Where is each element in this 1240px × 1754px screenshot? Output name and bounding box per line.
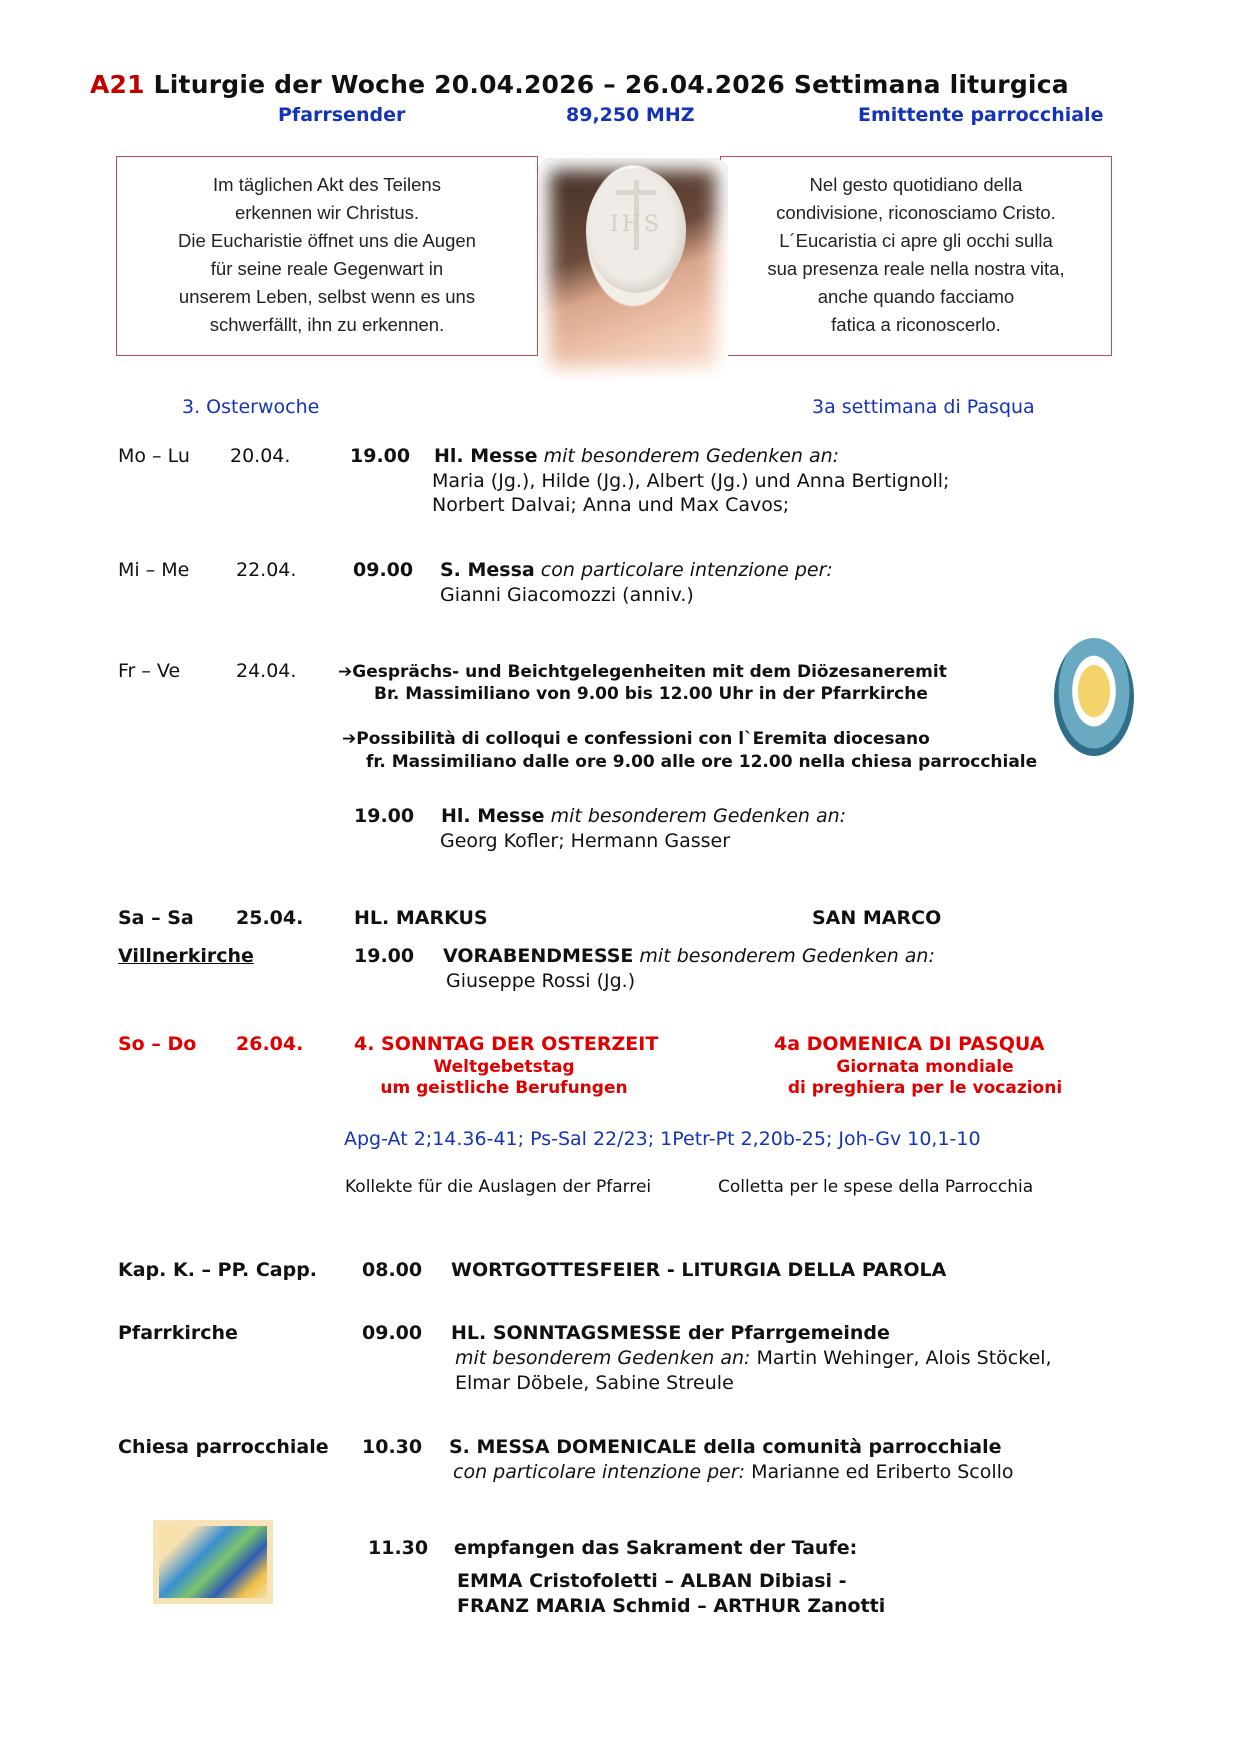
event-line — [443, 945, 935, 967]
quote-box-it — [720, 156, 1112, 356]
day-label: Mi – Me — [118, 559, 190, 581]
date-label: 25.04. — [236, 907, 304, 929]
date-label: 20.04. — [230, 445, 291, 467]
names: Norbert Dalvai; Anna und Max Cavos; — [432, 494, 790, 516]
event-intention-line — [453, 1461, 1014, 1483]
feast-it: SAN MARCO — [812, 907, 942, 929]
event-title: S. Messa — [440, 559, 535, 581]
week-label-it: 3a settimana di Pasqua — [812, 396, 1035, 418]
time-label: 09.00 — [362, 1322, 423, 1344]
quote-line: erkennen wir Christus. — [234, 202, 420, 223]
names: Maria (Jg.), Hilde (Jg.), Albert (Jg.) und Anna Bertignoll; — [432, 470, 950, 492]
time-label: 09.00 — [353, 559, 414, 581]
event-intention-line — [455, 1347, 1052, 1369]
date-label: 26.04. — [236, 1033, 304, 1055]
baptism-names: FRANZ MARIA Schmid – ARTHUR Zanotti — [457, 1595, 886, 1617]
radio-frequency: 89,250 MHZ — [566, 104, 695, 126]
arrow-right-icon: ➔ — [338, 662, 353, 682]
quote-line: Die Eucharistie öffnet uns die Augen — [178, 230, 476, 251]
place-label: Kap. K. – PP. Capp. — [118, 1259, 318, 1281]
event-intention: mit besonderem Gedenken an: — [550, 805, 847, 827]
event-intention: mit besonderem Gedenken an: — [639, 945, 935, 967]
place-label: Chiesa parrocchiale — [118, 1436, 329, 1458]
event-title: VORABENDMESSE — [443, 945, 634, 967]
notice-text: Gesprächs- und Beichtgelegenheiten mit dem Diözesaneremit — [352, 662, 947, 682]
event-line — [440, 559, 833, 581]
quote-line: unserem Leben, selbst wenn es uns — [178, 286, 476, 307]
time-label: 19.00 — [350, 445, 411, 467]
sunday-title-de: 4. SONNTAG DER OSTERZEIT — [354, 1033, 659, 1055]
eucharist-host-image — [538, 158, 728, 380]
event-intention: mit besonderem Gedenken an: — [543, 445, 840, 467]
time-label: 08.00 — [362, 1259, 423, 1281]
day-label: So – Do — [118, 1033, 197, 1055]
time-label: 11.30 — [368, 1537, 429, 1559]
quote-line: condivisione, riconosciamo Cristo. — [776, 202, 1056, 223]
names: Elmar Döbele, Sabine Streule — [455, 1372, 734, 1394]
jubilee-mercy-logo-icon — [1052, 636, 1136, 758]
collection-de: Kollekte für die Auslagen der Pfarrei — [345, 1177, 652, 1197]
event-title: S. MESSA DOMENICALE della comunità parrocchiale — [449, 1436, 1002, 1458]
event-intention: mit besonderem Gedenken an: — [455, 1347, 751, 1369]
names: Gianni Giacomozzi (anniv.) — [440, 584, 694, 606]
notice-de-line1 — [338, 662, 947, 682]
sunday-sub-it-2: di preghiera per le vocazioni — [787, 1078, 1063, 1098]
quote-line: fatica a riconoscerlo. — [831, 314, 1001, 335]
time-label: 19.00 — [354, 945, 415, 967]
week-label-de: 3. Osterwoche — [182, 396, 320, 418]
sunday-sub-de-1: Weltgebetstag — [433, 1057, 575, 1077]
names: Georg Kofler; Hermann Gasser — [440, 830, 731, 852]
quote-line: Nel gesto quotidiano della — [809, 174, 1023, 195]
day-label: Mo – Lu — [118, 445, 190, 467]
time-label: 19.00 — [354, 805, 415, 827]
quote-line: anche quando facciamo — [817, 286, 1015, 307]
page-title — [90, 70, 1069, 99]
readings: Apg-At 2;14.36-41; Ps-Sal 22/23; 1Petr-Pt 2,20b-25; Joh-Gv 10,1-10 — [344, 1128, 981, 1150]
event-line — [434, 445, 839, 467]
place-label: Pfarrkirche — [118, 1322, 238, 1344]
quote-line: Im täglichen Akt des Teilens — [213, 174, 441, 195]
host-icon: IHS — [586, 168, 686, 293]
day-label: Sa – Sa — [118, 907, 194, 929]
title-text: Liturgie der Woche 20.04.2026 – 26.04.2026 Settimana liturgica — [153, 70, 1069, 99]
quote-box-de — [116, 156, 538, 356]
collection-it: Colletta per le spese della Parrocchia — [718, 1177, 1034, 1197]
feast-de: HL. MARKUS — [354, 907, 488, 929]
names: Martin Wehinger, Alois Stöckel, — [756, 1347, 1052, 1369]
names: Marianne ed Eriberto Scollo — [751, 1461, 1014, 1483]
event-title: Hl. Messe — [434, 445, 538, 467]
event-line — [441, 805, 846, 827]
time-label: 10.30 — [362, 1436, 423, 1458]
event-title: WORTGOTTESFEIER - LITURGIA DELLA PAROLA — [451, 1259, 947, 1281]
notice-text: Possibilità di colloqui e confessioni con l`Eremita diocesano — [356, 729, 930, 749]
notice-de-line2: Br. Massimiliano von 9.00 bis 12.00 Uhr in der Pfarrkirche — [374, 684, 928, 704]
date-label: 22.04. — [236, 559, 297, 581]
radio-label-de: Pfarrsender — [278, 104, 406, 126]
quote-line: für seine reale Gegenwart in — [210, 258, 444, 279]
date-label: 24.04. — [236, 660, 297, 682]
event-intention: con particolare intenzione per: — [453, 1461, 746, 1483]
day-label: Fr – Ve — [118, 660, 181, 682]
notice-it-line2: fr. Massimiliano dalle ore 9.00 alle ore 12.00 nella chiesa parrocchiale — [366, 752, 1038, 772]
names: Giuseppe Rossi (Jg.) — [446, 970, 636, 992]
quote-line: schwerfällt, ihn zu erkennen. — [209, 314, 445, 335]
quote-line: sua presenza reale nella nostra vita, — [767, 258, 1065, 279]
place-label: Villnerkirche — [118, 945, 254, 967]
event-intention: con particolare intenzione per: — [540, 559, 833, 581]
arrow-right-icon: ➔ — [342, 729, 357, 749]
event-title: Hl. Messe — [441, 805, 545, 827]
notice-it-line1 — [342, 729, 930, 749]
sunday-sub-it-1: Giornata mondiale — [836, 1057, 1014, 1077]
sunday-sub-de-2: um geistliche Berufungen — [380, 1078, 628, 1098]
quote-line: L´Eucaristia ci apre gli occhi sulla — [779, 230, 1053, 251]
event-title: HL. SONNTAGSMESSE der Pfarrgemeinde — [451, 1322, 890, 1344]
sunday-title-it: 4a DOMENICA DI PASQUA — [774, 1033, 1045, 1055]
baptism-names: EMMA Cristofoletti – ALBAN Dibiasi - — [457, 1570, 847, 1592]
baptism-image — [153, 1520, 273, 1604]
radio-label-it: Emittente parrocchiale — [858, 104, 1104, 126]
event-title: empfangen das Sakrament der Taufe: — [454, 1537, 858, 1559]
bulletin-code: A21 — [90, 70, 145, 99]
